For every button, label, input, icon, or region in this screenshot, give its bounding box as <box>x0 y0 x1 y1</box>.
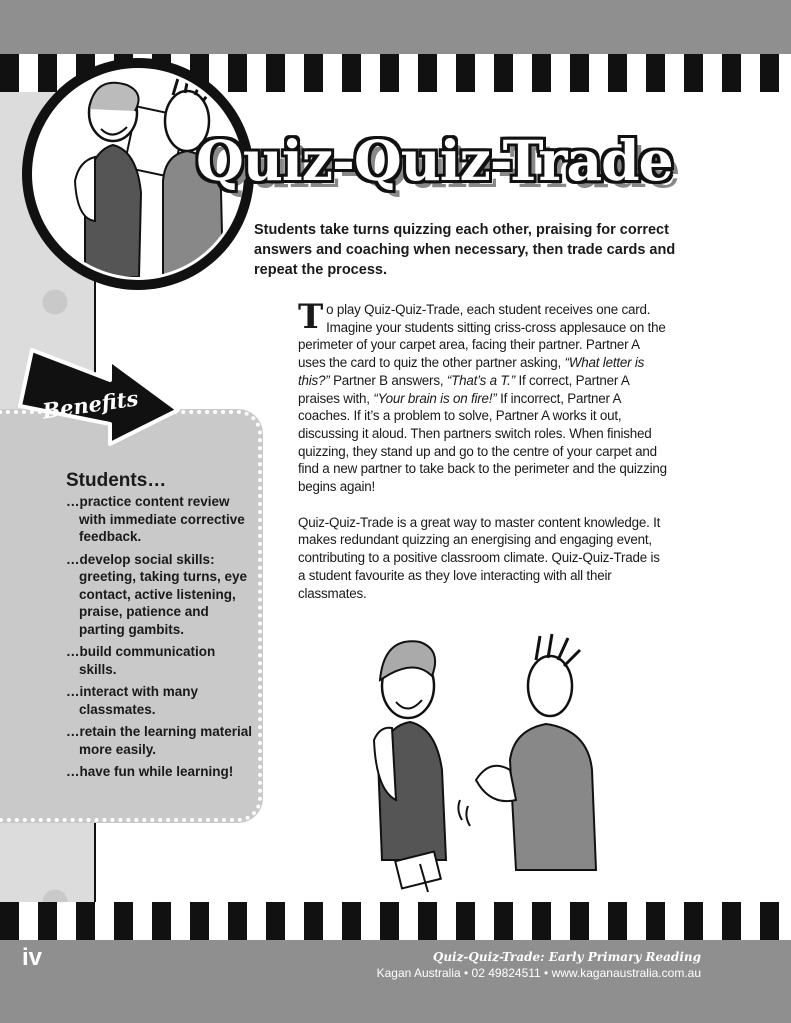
list-item: …practice content review with immediate corrective feedback. <box>66 494 245 544</box>
footer-contact: Kagan Australia • 02 49824511 • www.kaganaustralia.com.au <box>376 966 701 980</box>
footer-book-title: Quiz-Quiz-Trade: Early Primary Reading <box>432 950 701 964</box>
page-title: Quiz-Quiz-Trade <box>196 128 673 193</box>
drop-cap: T <box>298 297 324 337</box>
list-item: …interact with many classmates. <box>66 684 199 717</box>
list-item: …have fun while learning! <box>66 764 234 779</box>
list-item: …develop social skills: greeting, taking turns, eye contact, active listening, praise, patience and parting gambits. <box>66 551 248 637</box>
body-paragraph-2: Quiz-Quiz-Trade is a great way to master content knowledge. It makes redundant quizzing an energising and engaging event, contributing to a positive classroom climate. Quiz-Quiz-Trade is a student favourite as they love interacting with all their classmates. <box>298 514 661 601</box>
benefits-heading: Students… <box>66 470 167 491</box>
benefits-list <box>66 493 256 786</box>
benefits-label: Benefits <box>40 385 140 424</box>
list-item: …build communication skills. <box>66 644 216 677</box>
page-number: iv <box>22 944 43 971</box>
body-paragraph-1: To play Quiz-Quiz-Trade, each student receives one card. Imagine your students sitting criss-cross applesauce on the perimeter of your carpet area, facing their partner. Partner A uses the card to quiz the other partner asking, “What letter is this?” Partner B answers, “That’s a T.” If correct, Partner A praises with, “Your brain is on fire!” If incorrect, Partner A coaches. If it’s a problem to solve, Partner A works it out, discussing it aloud. Then partners switch roles. When finished quizzing, they stand up and go to the centre of your carpet and find a new partner to take back to the perimeter and the quizzing begins again! <box>298 297 667 495</box>
intro-text: Students take turns quizzing each other, praising for correct answers and coaching when necessary, then trade cards and repeat the process. <box>254 222 676 278</box>
body-text <box>298 297 668 620</box>
students-trading-illustration <box>350 630 630 900</box>
bottom-checker-border <box>0 902 791 940</box>
list-item: …retain the learning material more easily. <box>66 724 253 757</box>
